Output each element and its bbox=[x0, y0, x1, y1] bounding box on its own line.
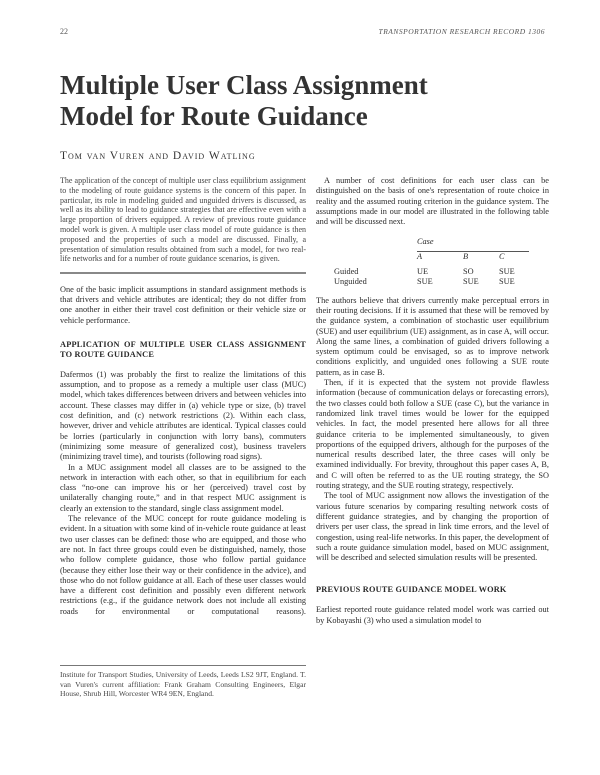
case-cell: SUE bbox=[499, 267, 515, 277]
body-paragraph: The relevance of the MUC concept for route guidance modeling is evident. In a situation with some kind of in-vehicle route guidance at least two user classes can be defined: those who are equipped, and those who are not. In fact three groups could even be distinguished, namely, those who follow complete guidance, those who follow partial guidance (because they either lose their way or their confidence in the advice), and those who do not follow guidance at all. Each of these user classes would have a different cost definition and possibly even different network restrictions (e.g., if the guidance network does not include all existing roads for environmental or computational reasons). bbox=[60, 514, 306, 616]
case-cell: SUE bbox=[463, 277, 479, 287]
row-label: Unguided bbox=[334, 277, 367, 287]
right-column bbox=[316, 176, 549, 626]
case-cell: UE bbox=[417, 267, 429, 277]
footnote-divider bbox=[60, 665, 306, 666]
body-paragraph: A number of cost definitions for each user class can be distinguished on the basis of one's representation of route choice in reality and the assumed routing criterion in the guidance system. The assumptions made in our model are illustrated in the following table and will be discussed next. bbox=[316, 176, 549, 227]
row-label: Guided bbox=[334, 267, 359, 277]
body-paragraph: In a MUC assignment model all classes are to be assigned to the network in interaction with each other, so that in equilibrium for each class “no-one can improve his or her (perceived) travel cost by unilaterally changing route,” and in that respect MUC assignment is clearly an extension to the standard, single class assignment model. bbox=[60, 462, 306, 513]
left-column bbox=[60, 176, 306, 617]
case-table-caption: Case bbox=[417, 237, 529, 251]
article-title: Multiple User Class Assignment Model for Route Guidance bbox=[60, 70, 428, 131]
case-table bbox=[322, 237, 529, 287]
body-paragraph: Then, if it is expected that the system not provide flawless information (because of communication delays or forecasting errors), the two classes could both follow a SUE (case C), but the variance in randomized link travel times would be lower for the equipped vehicles. In fact, the model presented here allows for all three guidance criteria to be implemented simultaneously, to given proportions of the equipped drivers, although for the purposes of the numerical results described later, the three cases will only be examined individually. For brevity, throughout this paper cases A, B, and C will often be referred to as the UE routing strategy, the SO routing strategy, and the SUE routing strategy, respectively. bbox=[316, 378, 549, 491]
section-heading: APPLICATION OF MULTIPLE USER CLASS ASSIGNMENT TO ROUTE GUIDANCE bbox=[60, 339, 306, 359]
intro-paragraph: One of the basic implicit assumptions in standard assignment methods is that drivers and vehicle attributes are identical; they do not differ from one another in either their travel cost definition or their vehicle size or vehicle performance. bbox=[60, 284, 306, 325]
case-cell: SUE bbox=[499, 277, 515, 287]
running-head: TRANSPORTATION RESEARCH RECORD 1306 bbox=[378, 27, 545, 36]
body-paragraph: Earliest reported route guidance related model work was carried out by Kobayashi (3) who used a simulation model to bbox=[316, 605, 549, 625]
body-paragraph: The tool of MUC assignment now allows the investigation of the various future scenarios by comparing resulting network costs of different guidance strategies, and by changing the proportion of drivers per user class, the spread in link time errors, and the level of congestion, using real-life networks. In this paper, the development of such a route guidance simulation model, based on MUC assignment, will be described and selected simulation results will be presented. bbox=[316, 491, 549, 563]
body-paragraph: Dafermos (1) was probably the first to realize the limitations of this assumption, and to propose as a remedy a multiple user class (MUC) model, which takes differences between drivers and between vehicles into account. These classes may differ in (a) vehicle type or size, (b) travel cost definition, and (c) network restrictions (2). Within each class, however, driver and vehicle attributes are identical. Typical classes could be lorries (particularly in conjunction with lorry bans), commuters (minimizing some measure of generalized cost), business travelers (minimizing travel time), and tourists (following road signs). bbox=[60, 369, 306, 462]
body-paragraph: The authors believe that drivers currently make perceptual errors in their routing decisions. If it is assumed that these will be removed by the guidance system, a combination of stochastic user equilibrium (SUE) and user equilibrium (UE) assignment, as in case A, will occur. Along the same lines, a combination of guided drivers following a system optimum could be envisaged, so as to improve network conditions explicitly, and unguided ones following a SUE route pattern, as in case B. bbox=[316, 295, 549, 377]
page-number: 22 bbox=[60, 27, 68, 36]
case-column-header: C bbox=[499, 251, 505, 261]
case-column-header: B bbox=[463, 251, 469, 261]
case-column-header: A bbox=[417, 251, 423, 261]
authors: Tom van Vuren and David Watling bbox=[60, 150, 256, 162]
case-cell: SO bbox=[463, 267, 474, 277]
case-cell: SUE bbox=[417, 277, 433, 287]
abstract: The application of the concept of multiple user class equilibrium assignment to the modeling of route guidance systems is the concern of this paper. In particular, its role in modeling guided and unguided drivers is discussed, as well as its ability to lead to guidance strategies that are effective even with a large proportion of drivers equipped. A review of previous route guidance model work is given. A multiple user class model of route guidance is then proposed and the properties of such a model are discussed. Finally, a presentation of simulation results obtained from such a model, for two real-life networks and for a number of route guidance scenarios, is given. bbox=[60, 176, 306, 264]
footnote: Institute for Transport Studies, University of Leeds, Leeds LS2 9JT, England. T. van Vuren's current affiliation: Frank Graham Consulting Engineers, Elgar House, Shrub Hill, Worcester WR4 9EN, England. bbox=[60, 670, 306, 699]
section-heading: PREVIOUS ROUTE GUIDANCE MODEL WORK bbox=[316, 585, 507, 595]
abstract-divider bbox=[60, 272, 306, 274]
